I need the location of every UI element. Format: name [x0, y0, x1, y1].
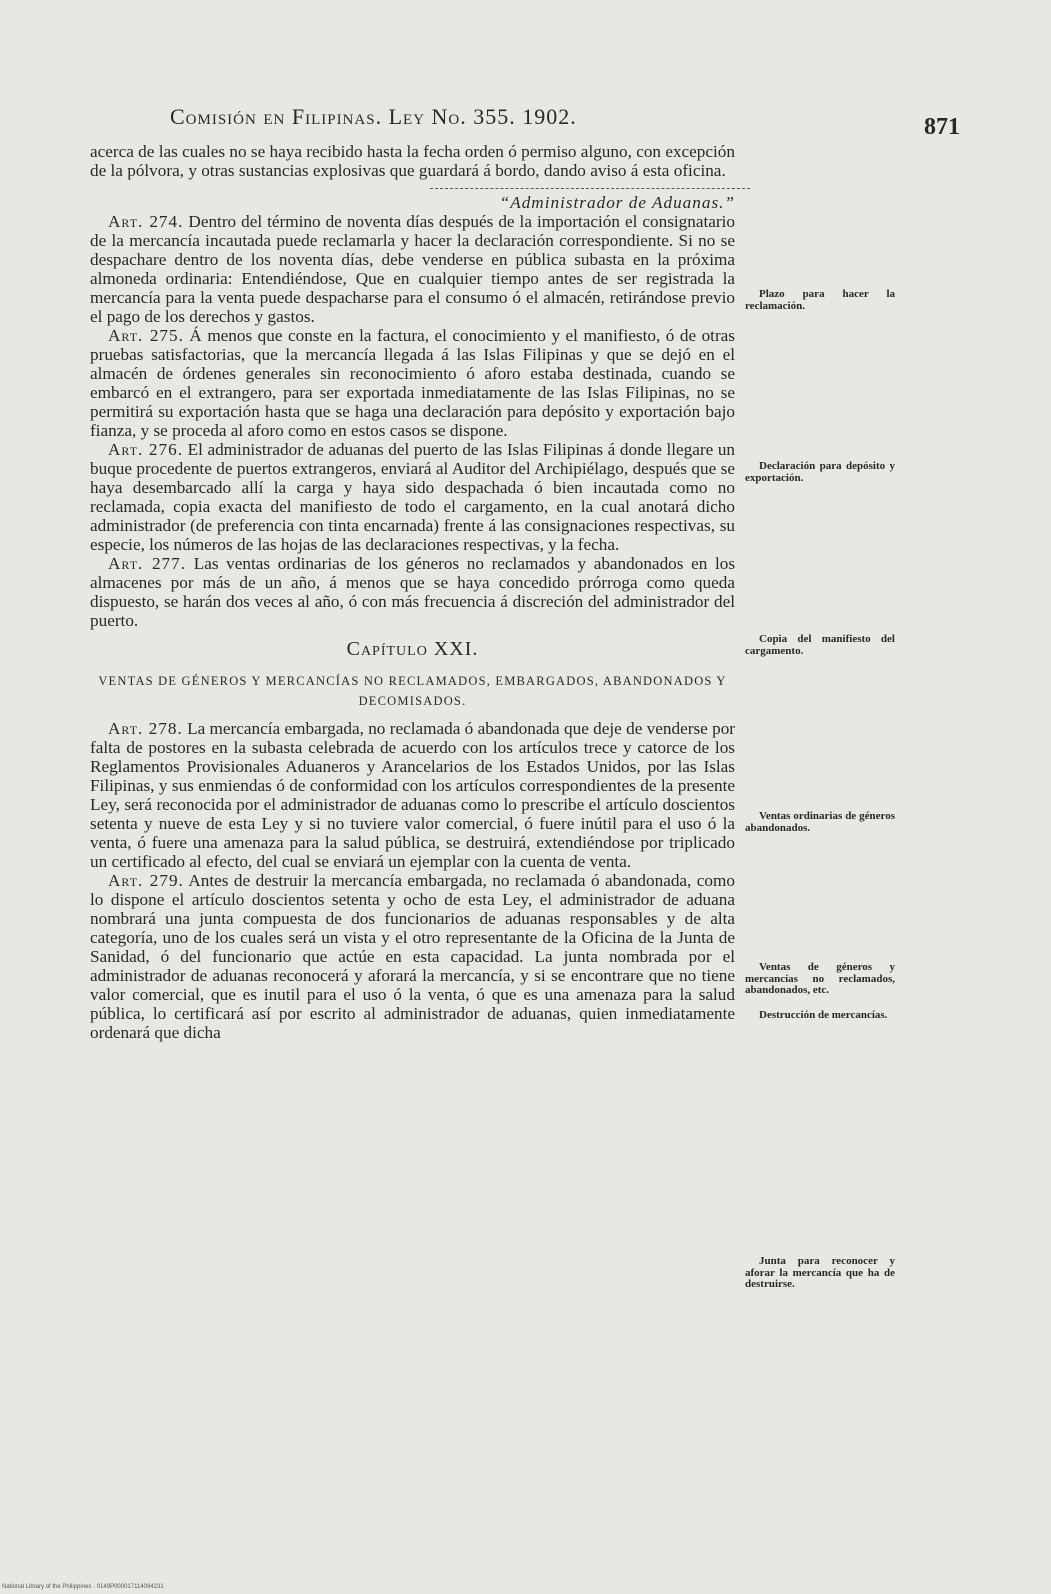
footer-credit: National Library of the Philippines · 0149P000017114094231: [2, 1584, 164, 1590]
sidenote-278-destruction: Destrucción de mercancías.: [759, 1009, 888, 1021]
sidenote-279: Junta para reconocer y aforar la mercancía que ha de destruirse.: [745, 1255, 895, 1290]
article-279: [90, 871, 735, 1042]
article-277-text: Las ventas ordinarias de los géneros no reclamados y abandonados en los almacenes por más de un año, á menos que se haya concedido prórroga como queda dispuesto, se harán dos veces al año, ó con más frecuencia á discreción del administrador del puerto.: [90, 554, 736, 630]
article-279-label: Art. 279.: [108, 871, 184, 890]
article-274-label: Art. 274.: [108, 212, 184, 231]
sidenote-275: Declaración para depósito y exportación.: [745, 460, 895, 484]
page-header: [170, 100, 970, 140]
article-277: [90, 554, 735, 630]
signature-rule: [430, 188, 750, 189]
article-279-text: Antes de destruir la mercancía embargada, no reclamada ó abandonada, como lo dispone el artículo doscientos setenta y ocho de esta Ley, el administrador de aduana nombrará una junta compuesta de dos funcionarios de aduanas responsables y de alta categoría, uno de los cuales será un vista y el otro representante de la Oficina de la Junta de Sanidad, ó del funcionario que actúe en esta capacidad. La junta nombrada por el administrador de aduanas reconocerá y aforará la mercancía, y si se encontrare que no tiene valor comercial, que es inutil para el uso ó la venta, ó que es una amenaza para la salud pública, lo certificará así por escrito al administrador de aduanas, quien inmediatamente ordenará que dicha: [90, 871, 735, 1042]
running-head: Comisión en Filipinas. Ley No. 355. 1902.: [170, 104, 577, 129]
article-275-label: Art. 275.: [108, 326, 184, 345]
chapter-subtitle: VENTAS DE GÉNEROS Y MERCANCÍAS NO RECLAMADOS, EMBARGADOS, ABANDONADOS Y DECOMISADOS.: [98, 674, 727, 708]
chapter-title: Capítulo XXI.: [346, 638, 479, 660]
sidenote-276: Copia del manifiesto del cargamento.: [745, 633, 895, 657]
sidenote-274: Plazo para hacer la reclamación.: [745, 288, 895, 312]
sidenote-277: Ventas ordinarias de géneros abandonados.: [745, 810, 895, 834]
article-276-text: El administrador de aduanas del puerto de las Islas Filipinas á donde llegare un buque procedente de puertos extrangeros, enviará al Auditor del Archipiélago, después que se haya desembarcado allí la carga y haya sido despachada ó bien incautada como no reclamada, copia exacta del manifiesto de todo el cargamento, en la cual anotará dicho administrador (de preferencia con tinta encarnada) frente á las consignaciones respectivas, su especie, los números de las hojas de las declaraciones respectivas, y la fecha.: [90, 440, 736, 554]
article-277-label: Art. 277.: [108, 554, 187, 573]
article-275-text: Á menos que conste en la factura, el conocimiento y el manifiesto, ó de otras pruebas satisfactorias, que la mercancía llegada á las Islas Filipinas y que se dejó en el almacén de órdenes generales sin reconocimiento ó aforo estaba destinada, cuando se embarcó en el extrangero, para ser exportada inmediatamente de las Islas Filipinas, no se permitirá su exportación hasta que se haga una declaración para depósito y exportación bajo fianza, y se proceda al aforo como en estos casos se dispone.: [90, 326, 735, 440]
article-278-text: La mercancía embargada, no reclamada ó abandonada que deje de venderse por falta de postores en la subasta celebrada de acuerdo con los artículos trece y catorce de los Reglamentos Provisionales Aduaneros y Arancelarios de los Estados Unidos, por las Islas Filipinas, y sus enmiendas ó de conformidad con los artículos correspondientes de la presente Ley, será reconocida por el administrador de aduanas como lo prescribe el artículo doscientos setenta y nueve de esta Ley y si no tuviere valor comercial, ó fuere inútil para el uso ó la venta, ó fuere una amenaza para la salud pública, se destruirá, extendiéndose por triplicado un certificado al efecto, del cual se enviará un ejemplar con la cuenta de venta.: [90, 719, 736, 871]
page-number: 871: [924, 114, 960, 140]
article-274: [90, 212, 735, 326]
continuation-paragraph: acerca de las cuales no se haya recibido hasta la fecha orden ó permiso alguno, con excepción de la pólvora, y otras sustancias explosivas que guardará á bordo, dando aviso á esta oficina.: [90, 142, 735, 180]
main-text: [90, 142, 735, 1042]
article-274-text: Dentro del término de noventa días después de la importación el consignatario de la mercancía incautada puede reclamarla y hacer la declaración correspondiente. Si no se despachare dentro de los noventa días, debe venderse en pública subasta en la próxima almoneda ordinaria: Entendiéndose, Que en cualquier tiempo antes de ser registrada la mercancía para la venta puede despacharse para el consumo ó el almacén, retirándose previo el pago de los derechos y gastos.: [90, 212, 735, 326]
article-278-label: Art. 278.: [108, 719, 183, 738]
article-275: [90, 326, 735, 440]
sidenote-278-sales: Ventas de géneros y mercancías no reclamados, abandonados, etc.: [745, 961, 895, 996]
article-276-label: Art. 276.: [108, 440, 183, 459]
signature: “Administrador de Aduanas.”: [499, 193, 735, 212]
article-278: [90, 719, 735, 871]
article-276: [90, 440, 735, 554]
